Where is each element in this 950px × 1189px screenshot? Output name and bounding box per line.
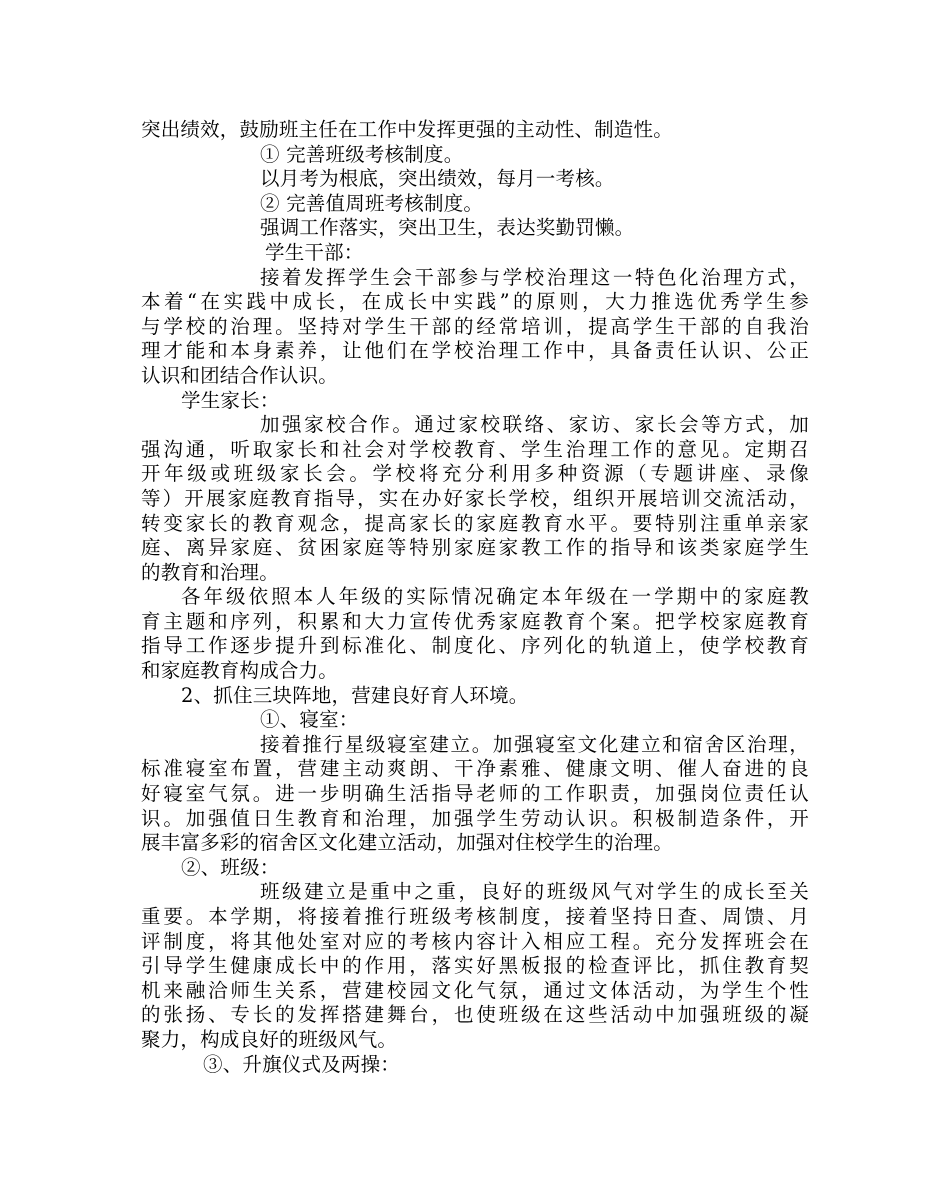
text-line: 聚力，构成良好的班级风气。 — [141, 1027, 398, 1051]
text-line: 与学校的治理。坚持对学生干部的经常培训，提高学生干部的自我治 — [141, 314, 809, 338]
text-line: 标准寝室布置，营建主动爽朗、干净素雅、健康文明、催人奋进的良 — [141, 757, 809, 781]
text-line: 强沟通，听取家长和社会对学校教育、学生治理工作的意见。定期召 — [141, 437, 809, 461]
document-page — [141, 118, 809, 1077]
text-line: 各年级依照本人年级的实际情况确定本年级在一学期中的家庭教 — [181, 585, 809, 609]
text-line: ① 完善班级考核制度。 — [260, 142, 464, 166]
text-line: 开年级或班级家长会。学校将充分利用多种资源（专题讲座、录像 — [141, 462, 809, 486]
section-heading: ③、升旗仪式及两操： — [203, 1052, 401, 1076]
text-line: 接着推行星级寝室建立。加强寝室文化建立和宿舍区治理， — [260, 732, 809, 756]
section-heading: 2、抓住三块阵地，营建良好育人环境。 — [181, 683, 529, 707]
text-line: 加强家校合作。通过家校联络、家访、家长会等方式，加 — [260, 413, 809, 437]
text-line: 评制度，将其他处室对应的考核内容计入相应工程。充分发挥班会在 — [141, 929, 809, 953]
section-heading: 学生家长： — [181, 388, 280, 412]
text-line: 引导学生健康成长中的作用，落实好黑板报的检查评比，抓住教育契 — [141, 954, 809, 978]
text-line: 重要。本学期，将接着推行班级考核制度，接着坚持日查、周馈、月 — [141, 905, 809, 928]
text-line: ② 完善值周班考核制度。 — [260, 191, 484, 215]
text-line: 本着“在实践中成长，在成长中实践”的原则，大力推选优秀学生参 — [141, 290, 809, 314]
text-line: 机来融洽师生关系，营建校园文化气氛，通过文体活动，为学生个性 — [141, 978, 809, 1002]
text-line: 指导工作逐步提升到标准化、制度化、序列化的轨道上，使学校教育 — [141, 634, 809, 658]
text-line: 认识和团结合作认识。 — [141, 363, 339, 387]
text-line: 展丰富多彩的宿舍区文化建立活动，加强对住校学生的治理。 — [141, 831, 673, 855]
text-line: 好寝室气氛。进一步明确生活指导老师的工作职责，加强岗位责任认 — [141, 782, 809, 806]
section-heading: ①、寝室： — [260, 708, 359, 732]
section-heading: 学生干部： — [265, 240, 364, 264]
text-line: 的教育和治理。 — [141, 560, 279, 584]
text-line: 理才能和本身素养，让他们在学校治理工作中，具备责任认识、公正 — [141, 339, 809, 363]
text-line: 接着发挥学生会干部参与学校治理这一特色化治理方式， — [260, 265, 809, 289]
text-line: 等）开展家庭教育指导，实在办好家长学校，组织开展培训交流活动， — [141, 486, 809, 510]
text-line: 识。加强值日生教育和治理，加强学生劳动认识。积极制造条件，开 — [141, 806, 809, 830]
text-line: 和家庭教育构成合力。 — [141, 659, 339, 683]
text-line: 班级建立是重中之重，良好的班级风气对学生的成长至关 — [260, 880, 809, 904]
text-line: 育主题和序列，积累和大力宣传优秀家庭教育个案。把学校家庭教育 — [141, 609, 809, 633]
text-line: 以月考为根底，突出绩效，每月一考核。 — [260, 167, 615, 191]
text-line: 转变家长的教育观念，提高家长的家庭教育水平。要特别注重单亲家 — [141, 511, 809, 535]
text-line: 突出绩效，鼓励班主任在工作中发挥更强的主动性、制造性。 — [141, 118, 673, 141]
section-heading: ②、班级： — [181, 855, 280, 879]
text-line: 强调工作落实，突出卫生，表达奖勤罚懒。 — [260, 216, 635, 240]
text-line: 庭、离异家庭、贫困家庭等特别家庭家教工作的指导和该类家庭学生 — [141, 536, 809, 560]
text-line: 的张扬、专长的发挥搭建舞台，也使班级在这些活动中加强班级的凝 — [141, 1003, 809, 1027]
